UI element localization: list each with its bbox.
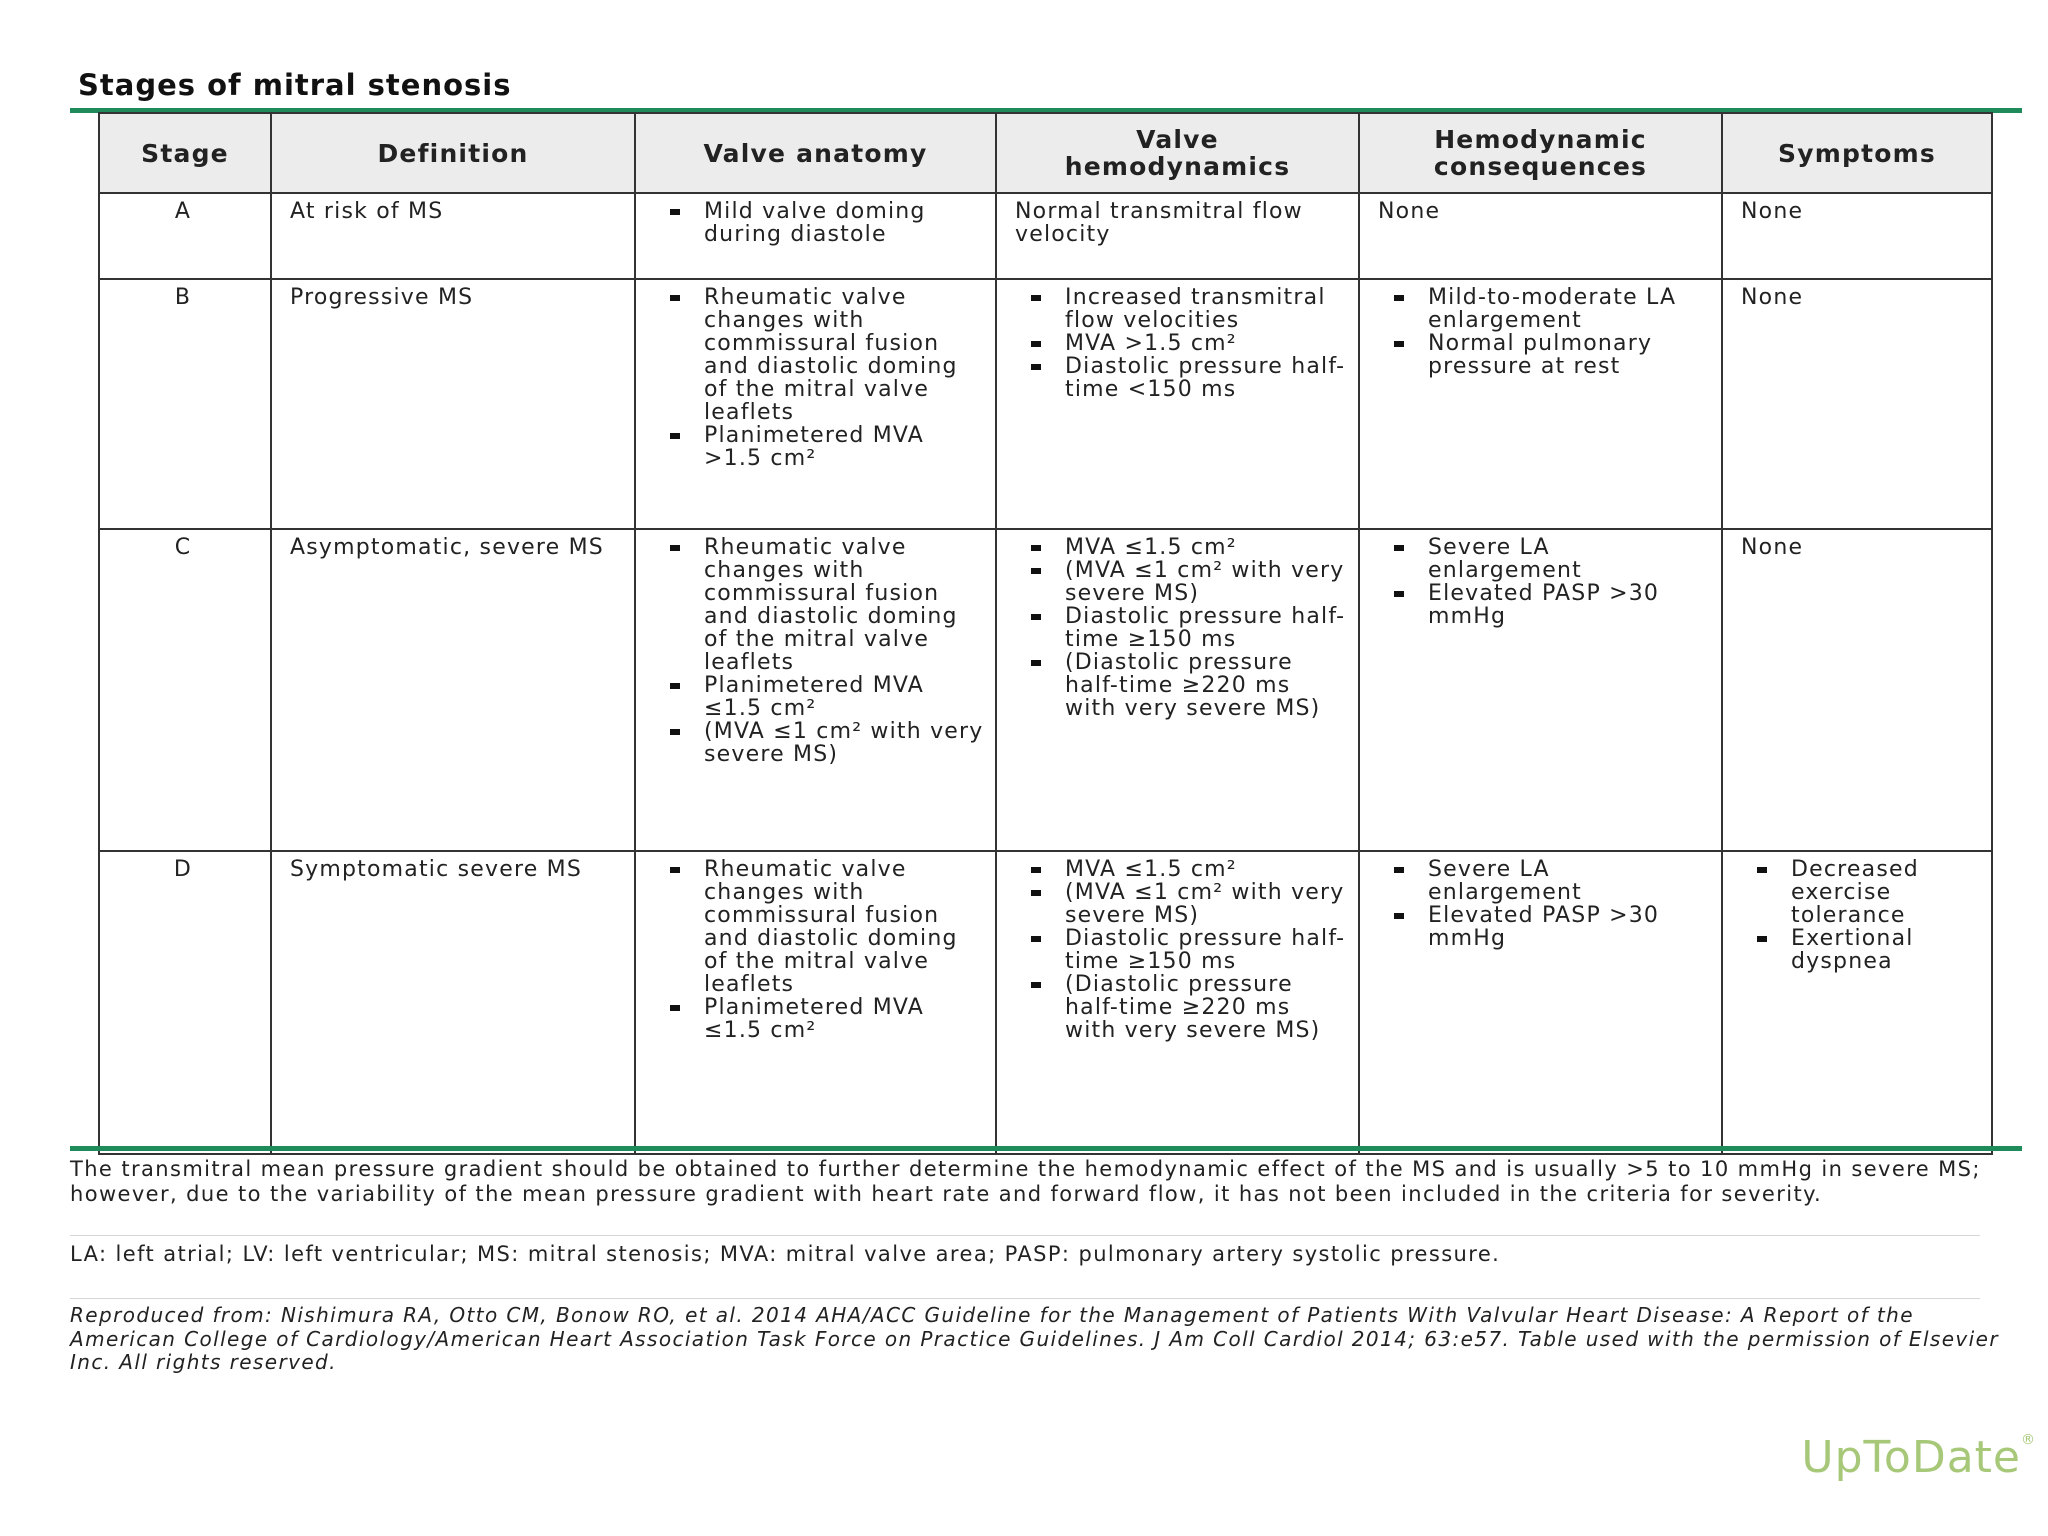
list-item: MVA >1.5 cm²: [1065, 332, 1348, 355]
list-item: Rheumatic valve changes with commissural fusion and diastolic doming of the mitral valve leaflets: [704, 536, 985, 674]
consequences-cell: [1359, 851, 1722, 1154]
list-item: Severe LA enlargement: [1428, 536, 1711, 582]
stage-cell: B: [99, 279, 271, 529]
table-row-stage-b: [99, 279, 1992, 529]
citation: Reproduced from: Nishimura RA, Otto CM, Bonow RO, et al. 2014 AHA/ACC Guideline for the Management of Patients With Valvular Heart Disease: A Report of the American College of Cardiology/American Heart Association Task Force on Practice Guidelines. J Am Coll Cardiol 2014; 63:e57. Table used with the permission of Elsevier Inc. All rights reserved.: [70, 1303, 1999, 1374]
header-consequences-line1: Hemodynamic: [1434, 125, 1647, 154]
stage-cell: C: [99, 529, 271, 851]
valve-anatomy-cell: [635, 529, 996, 851]
symptoms-cell: None: [1722, 529, 1992, 851]
abbreviations: LA: left atrial; LV: left ventricular; MS: mitral stenosis; MVA: mitral valve area; PASP: pulmonary artery systolic pressure.: [70, 1242, 1501, 1266]
consequences-cell: [1359, 529, 1722, 851]
consequences-cell: [1359, 279, 1722, 529]
header-symptoms: Symptoms: [1722, 113, 1992, 193]
footnote: The transmitral mean pressure gradient should be obtained to further determine the hemodynamic effect of the MS and is usually >5 to 10 mmHg in severe MS; however, due to the variability of the mean pressure gradient with heart rate and forward flow, it has not been included in the criteria for severity.: [70, 1157, 1981, 1206]
valve-hemodynamics-list: [1015, 286, 1348, 401]
header-row: [99, 113, 1992, 193]
list-item: Diastolic pressure half-time ≥150 ms: [1065, 927, 1348, 973]
valve-hemodynamics-cell: [996, 529, 1359, 851]
header-valve-hemodynamics: [996, 113, 1359, 193]
valve-anatomy-cell: [635, 193, 996, 279]
definition-cell: Asymptomatic, severe MS: [271, 529, 635, 851]
valve-hemodynamics-list: [1015, 536, 1348, 720]
logo-text: UpToDate: [1801, 1432, 2021, 1483]
list-item: Decreased exercise tolerance: [1791, 858, 1981, 927]
list-item: Rheumatic valve changes with commissural fusion and diastolic doming of the mitral valve leaflets: [704, 858, 985, 996]
stage-cell: A: [99, 193, 271, 279]
consequences-list: [1378, 858, 1711, 950]
list-item: Normal pulmonary pressure at rest: [1428, 332, 1711, 378]
valve-hemodynamics-cell: [996, 851, 1359, 1154]
consequences-list: [1378, 286, 1711, 378]
bottom-rule: [70, 1146, 2022, 1151]
list-item: Mild-to-moderate LA enlargement: [1428, 286, 1711, 332]
list-item: Elevated PASP >30 mmHg: [1428, 582, 1711, 628]
valve-anatomy-cell: [635, 279, 996, 529]
list-item: Exertional dyspnea: [1791, 927, 1981, 973]
list-item: Rheumatic valve changes with commissural fusion and diastolic doming of the mitral valve leaflets: [704, 286, 985, 424]
table-title: Stages of mitral stenosis: [78, 68, 512, 102]
list-item: Severe LA enlargement: [1428, 858, 1711, 904]
definition-cell: At risk of MS: [271, 193, 635, 279]
stage-cell: D: [99, 851, 271, 1154]
list-item: Elevated PASP >30 mmHg: [1428, 904, 1711, 950]
mitral-stenosis-table: [98, 112, 1993, 1155]
symptoms-list: [1741, 858, 1981, 973]
valve-anatomy-list: [654, 536, 985, 766]
abbreviations-divider: [70, 1298, 1980, 1299]
footnote-divider: [70, 1235, 1980, 1236]
definition-cell: Progressive MS: [271, 279, 635, 529]
valve-anatomy-cell: [635, 851, 996, 1154]
header-valve-anatomy: Valve anatomy: [635, 113, 996, 193]
header-hemodynamic-consequences: [1359, 113, 1722, 193]
consequences-list: [1378, 536, 1711, 628]
list-item: Diastolic pressure half-time ≥150 ms: [1065, 605, 1348, 651]
uptodate-logo: [1801, 1432, 2036, 1483]
list-item: (MVA ≤1 cm² with very severe MS): [1065, 559, 1348, 605]
list-item: (Diastolic pressure half-time ≥220 ms with very severe MS): [1065, 973, 1348, 1042]
list-item: (MVA ≤1 cm² with very severe MS): [704, 719, 984, 767]
list-item: Planimetered MVA >1.5 cm²: [704, 424, 985, 470]
list-item: (MVA ≤1 cm² with very severe MS): [1065, 881, 1348, 927]
valve-hemodynamics-cell: Normal transmitral flow velocity: [996, 193, 1359, 279]
header-definition: Definition: [271, 113, 635, 193]
header-valve-hemodynamics-line1: Valve: [1136, 125, 1219, 154]
valve-anatomy-list: [654, 200, 985, 246]
list-item: Planimetered MVA ≤1.5 cm²: [704, 996, 985, 1042]
list-item: (Diastolic pressure half-time ≥220 ms with very severe MS): [1065, 651, 1348, 720]
valve-hemodynamics-cell: [996, 279, 1359, 529]
table-row-stage-a: [99, 193, 1992, 279]
list-item: Planimetered MVA ≤1.5 cm²: [704, 674, 985, 720]
list-item: Increased transmitral flow velocities: [1065, 286, 1348, 332]
valve-hemodynamics-list: [1015, 858, 1348, 1042]
consequences-cell: None: [1359, 193, 1722, 279]
symptoms-cell: [1722, 851, 1992, 1154]
list-item: Diastolic pressure half-time <150 ms: [1065, 355, 1348, 401]
registered-mark: ®: [2021, 1432, 2036, 1448]
list-item: MVA ≤1.5 cm²: [1065, 858, 1348, 881]
list-item: MVA ≤1.5 cm²: [1065, 536, 1348, 559]
symptoms-cell: None: [1722, 193, 1992, 279]
header-stage: Stage: [99, 113, 271, 193]
header-valve-hemodynamics-line2: hemodynamics: [1064, 152, 1291, 181]
table-row-stage-d: [99, 851, 1992, 1154]
valve-anatomy-list: [654, 858, 985, 1042]
symptoms-cell: None: [1722, 279, 1992, 529]
valve-anatomy-list: [654, 286, 985, 470]
table-row-stage-c: [99, 529, 1992, 851]
header-consequences-line2: consequences: [1433, 152, 1648, 181]
list-item: Mild valve doming during diastole: [704, 200, 985, 246]
definition-cell: Symptomatic severe MS: [271, 851, 635, 1154]
